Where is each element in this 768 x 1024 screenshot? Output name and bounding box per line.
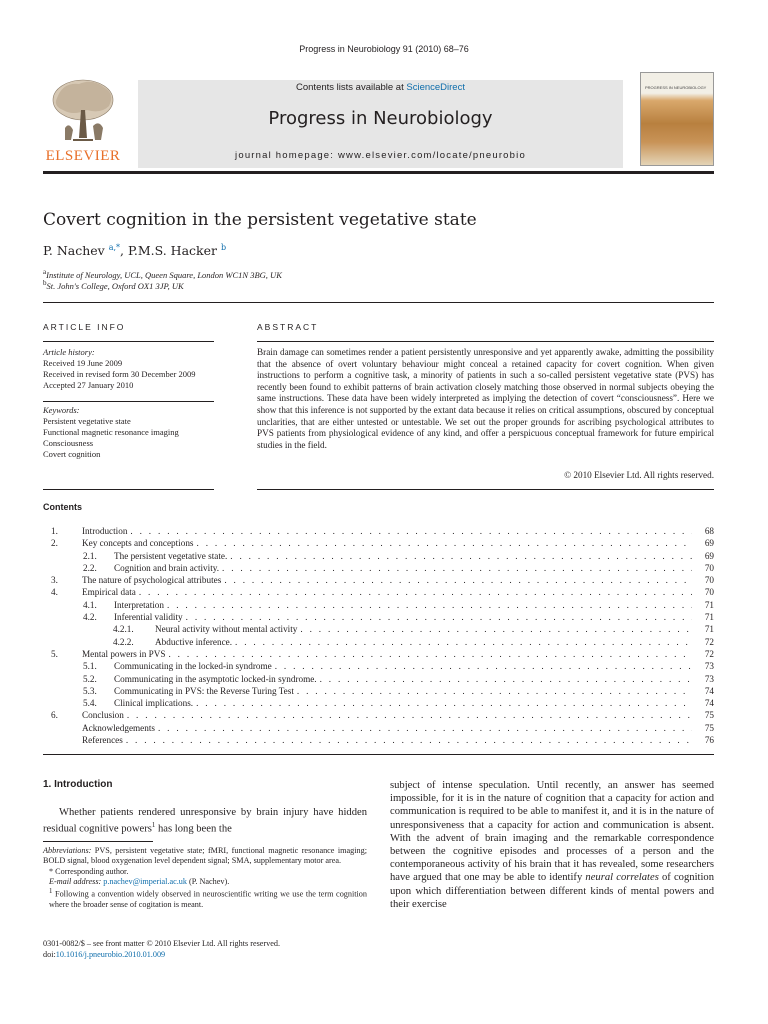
toc-entry-page: 71 bbox=[704, 599, 714, 610]
toc-leader-dots bbox=[196, 698, 692, 708]
doi-line bbox=[43, 949, 280, 960]
contents-availability bbox=[138, 82, 623, 93]
doi-prefix: doi: bbox=[43, 950, 56, 959]
affiliation-b-sup: b bbox=[43, 279, 47, 287]
toc-entry-title: References bbox=[82, 735, 123, 746]
toc-entry-page: 68 bbox=[704, 526, 714, 536]
toc-leader-dots bbox=[230, 551, 692, 561]
toc-entry-page: 75 bbox=[704, 722, 714, 733]
toc-entry-title: Inferential validity bbox=[114, 612, 183, 623]
toc-entry-number: 5.4. bbox=[83, 698, 97, 709]
author-hacker-affil[interactable]: b bbox=[220, 243, 227, 252]
abstract-bottom-rule bbox=[257, 489, 714, 490]
toc-entry-number: 4.1. bbox=[83, 599, 97, 610]
issn-line: 0301-0082/$ – see front matter © 2010 Elsevier Ltd. All rights reserved. bbox=[43, 939, 281, 948]
toc-entry-title: Communicating in the locked-in syndrome bbox=[114, 661, 272, 672]
history-heading: Article history: bbox=[43, 347, 95, 357]
author-nachev-affil[interactable]: a,* bbox=[108, 243, 121, 252]
footnote-rule bbox=[43, 841, 153, 842]
history-rule bbox=[43, 401, 214, 402]
toc-entry[interactable] bbox=[43, 735, 714, 747]
journal-cover-image bbox=[640, 72, 714, 166]
history-received: Received 19 June 2009 bbox=[43, 358, 123, 368]
keyword: Covert cognition bbox=[43, 449, 101, 459]
toc-entry-title: Conclusion bbox=[82, 710, 124, 721]
journal-banner bbox=[138, 80, 623, 168]
toc-entry-page: 71 bbox=[704, 624, 714, 635]
toc-entry[interactable] bbox=[43, 526, 714, 538]
journal-title: Progress in Neurobiology bbox=[268, 108, 493, 129]
toc-entry-number: 5.1. bbox=[83, 661, 97, 672]
toc-entry[interactable] bbox=[43, 723, 714, 735]
toc-leader-dots bbox=[126, 735, 692, 745]
toc-entry-number: 1. bbox=[51, 526, 58, 536]
toc-entry[interactable] bbox=[43, 575, 714, 587]
footnote-corresponding: * Corresponding author. bbox=[49, 866, 129, 876]
footnote-1-sup: 1 bbox=[49, 888, 53, 896]
abstract-text: Brain damage can sometimes render a patient persistently unresponsive and yet apparently awake, admitting the possibility that the absence of overt voluntary behaviour might conceal a retained capacity for covert cognition. When given instructions to perform a cognitive task, a minority of patients in such a so-called persistent vegetative state (PVS) has recently been found to exhibit patterns of brain activation closely matching those observed in normal subjects obeying the same instructions. These data have been widely interpreted as implying the detection of covert “consciousness”. Here we show that this inference is not supported by the extant data because it relies on critical assumptions, obscured by conceptual unclarities, that are either untested or untestable. We set out the proper grounds for ascribing psychological attributes to PVS patients from physiological evidence of any kind, and offer a perspicuous conceptual framework for future empirical studies in the field. bbox=[257, 347, 714, 450]
intro-right-text: subject of intense speculation. Until recently, an answer has seemed impossible, for it is in the nature of cognition that a capacity for action and communication is required to be able to manifest it, and it is in the nature of unresponsiveness that a capacity for action and communication is absent. With the advent of brain imaging and the remarkable correspondence between the cognitive episodes and processes of a person and the contemporaneous activity of his brain that it has revealed, some researchers have argued that one may be able to identify bbox=[390, 780, 714, 884]
footnote-ref-1[interactable]: 1 bbox=[151, 821, 156, 830]
toc-entry[interactable] bbox=[43, 587, 714, 599]
sciencedirect-link[interactable]: ScienceDirect bbox=[406, 82, 465, 93]
toc-entry[interactable] bbox=[43, 612, 714, 624]
toc-entry[interactable] bbox=[43, 686, 714, 698]
contents-prefix: Contents lists available at bbox=[296, 82, 407, 93]
email-suffix: (P. Nachev). bbox=[186, 876, 230, 886]
toc-entry-page: 73 bbox=[704, 673, 714, 684]
toc-entry-page: 70 bbox=[704, 575, 714, 586]
footnote-1-text: Following a convention widely observed in neuroscientific writing we use the term cognition where the broader sense of cogitation is meant. bbox=[49, 889, 367, 910]
toc-entry-number: 5. bbox=[51, 648, 58, 659]
toc-entry-title: Empirical data bbox=[82, 587, 136, 598]
toc-entry-number: 5.3. bbox=[83, 685, 97, 696]
toc-entry-page: 70 bbox=[704, 562, 714, 573]
toc-entry-page: 70 bbox=[704, 587, 714, 598]
toc-entry[interactable] bbox=[43, 710, 714, 722]
footnote-email bbox=[43, 877, 367, 887]
intro-right-text-end: of cognition upon which differentiation between different kinds of mental powers and their exercise bbox=[390, 872, 714, 910]
intro-text-start: Whether patients rendered unresponsive by brain injury have hidden residual cognitive powers bbox=[43, 807, 367, 835]
intro-paragraph-right bbox=[390, 779, 714, 911]
toc-entry-page: 69 bbox=[704, 538, 714, 549]
section-heading-introduction: 1. Introduction bbox=[43, 779, 113, 790]
toc-entry[interactable] bbox=[43, 624, 714, 636]
abbrev-label: Abbreviations: bbox=[43, 846, 92, 855]
toc-entry[interactable] bbox=[43, 538, 714, 550]
toc-entry-title: Acknowledgements bbox=[82, 722, 155, 733]
toc-entry-number: 2.1. bbox=[83, 550, 97, 561]
footnote-abbreviations bbox=[43, 846, 367, 867]
running-head: Progress in Neurobiology 91 (2010) 68–76 bbox=[299, 44, 469, 54]
toc-entry[interactable] bbox=[43, 551, 714, 563]
toc-entry-number: 4. bbox=[51, 587, 58, 598]
toc-entry-title: Introduction bbox=[82, 526, 128, 536]
title-rule bbox=[43, 302, 714, 303]
intro-text-end: has long been the bbox=[155, 823, 232, 835]
keyword: Functional magnetic resonance imaging bbox=[43, 427, 179, 437]
contents-title: Contents bbox=[43, 502, 82, 512]
toc-entry-number: 4.2. bbox=[83, 612, 97, 623]
toc-entry-number: 2.2. bbox=[83, 562, 97, 573]
toc-entry[interactable] bbox=[43, 661, 714, 673]
toc-entry-title: Communicating in the asymptotic locked-in syndrome. bbox=[114, 673, 317, 684]
toc-entry-title: The persistent vegetative state. bbox=[114, 550, 228, 561]
email-label: E-mail address: bbox=[49, 876, 102, 886]
toc-entry-title: Neural activity without mental activity bbox=[155, 624, 298, 635]
footnotes bbox=[43, 846, 367, 911]
toc-entry-number: 5.2. bbox=[83, 673, 97, 684]
toc-entry[interactable] bbox=[43, 600, 714, 612]
article-info-label: ARTICLE INFO bbox=[43, 322, 126, 332]
article-title: Covert cognition in the persistent vegetative state bbox=[43, 210, 477, 230]
affiliation-a-sup: a bbox=[43, 268, 47, 276]
journal-homepage[interactable]: journal homepage: www.elsevier.com/locate/pneurobio bbox=[235, 150, 526, 161]
contents-rule bbox=[43, 754, 714, 755]
abbrev-text: PVS, persistent vegetative state; fMRI, functional magnetic resonance imaging; BOLD signal, blood oxygenation level dependent signal; SMA, supplementary motor area. bbox=[43, 846, 367, 866]
author-hacker: P.M.S. Hacker bbox=[127, 243, 217, 259]
toc-entry-title: Interpretation bbox=[114, 599, 164, 610]
toc-entry-page: 74 bbox=[704, 685, 714, 696]
history-accepted: Accepted 27 January 2010 bbox=[43, 380, 134, 390]
toc-entry-page: 73 bbox=[704, 661, 714, 672]
abstract-copyright: © 2010 Elsevier Ltd. All rights reserved. bbox=[564, 470, 714, 480]
abstract-rule bbox=[257, 341, 714, 342]
toc-entry-page: 72 bbox=[704, 636, 714, 647]
toc-entry[interactable] bbox=[43, 649, 714, 661]
keywords bbox=[43, 405, 179, 460]
toc-entry-number: 4.2.1. bbox=[113, 624, 134, 635]
doi-link[interactable]: 10.1016/j.pneurobio.2010.01.009 bbox=[55, 950, 166, 959]
toc-entry-page: 72 bbox=[704, 648, 714, 659]
toc-entry-page: 69 bbox=[704, 550, 714, 561]
toc-entry-number: 3. bbox=[51, 575, 58, 586]
toc-entry-number: 2. bbox=[51, 538, 58, 549]
toc-entry-page: 76 bbox=[704, 735, 714, 746]
email-link[interactable]: p.nachev@imperial.ac.uk bbox=[103, 876, 187, 886]
toc-entry[interactable] bbox=[43, 674, 714, 686]
toc-entry-title: Abductive inference. bbox=[155, 636, 233, 647]
toc-leader-dots bbox=[158, 723, 692, 733]
toc-leader-dots bbox=[320, 674, 692, 684]
history-revised: Received in revised form 30 December 2009 bbox=[43, 369, 196, 379]
toc-entry-title: Mental powers in PVS bbox=[82, 648, 166, 659]
toc-leader-dots bbox=[224, 575, 692, 585]
affiliation-a-text: Institute of Neurology, UCL, Queen Square, London WC1N 3BG, UK bbox=[46, 269, 282, 280]
toc-leader-dots bbox=[197, 538, 693, 548]
toc-leader-dots bbox=[130, 526, 692, 536]
toc-leader-dots bbox=[186, 612, 692, 622]
toc-leader-dots bbox=[127, 710, 692, 720]
front-matter bbox=[43, 938, 280, 960]
keyword: Consciousness bbox=[43, 438, 94, 448]
affiliation-b bbox=[43, 279, 184, 291]
toc-entry-title: The nature of psychological attributes bbox=[82, 575, 222, 586]
author-separator: , bbox=[120, 243, 128, 259]
toc-entry[interactable] bbox=[43, 698, 714, 710]
toc-leader-dots bbox=[222, 563, 692, 573]
authors bbox=[43, 243, 226, 258]
cover-label: PROGRESS IN NEUROBIOLOGY bbox=[645, 85, 707, 90]
toc-entry[interactable] bbox=[43, 637, 714, 649]
toc-entry-number: 4.2.2. bbox=[113, 636, 134, 647]
toc-entry-page: 74 bbox=[704, 698, 714, 709]
table-of-contents bbox=[43, 526, 714, 747]
header-rule bbox=[43, 171, 714, 174]
abstract-label: ABSTRACT bbox=[257, 322, 319, 332]
keyword: Persistent vegetative state bbox=[43, 416, 131, 426]
author-nachev: P. Nachev bbox=[43, 243, 105, 259]
toc-leader-dots bbox=[167, 600, 692, 610]
journal-header bbox=[43, 72, 714, 170]
affiliation-b-text: St. John's College, Oxford OX1 3JP, UK bbox=[46, 280, 184, 291]
toc-entry-title: Clinical implications. bbox=[114, 698, 194, 709]
footnote-1 bbox=[43, 887, 367, 910]
toc-leader-dots bbox=[300, 624, 692, 634]
toc-entry-title: Key concepts and conceptions bbox=[82, 538, 194, 549]
toc-entry-title: Communicating in PVS: the Reverse Turing Test bbox=[114, 685, 294, 696]
article-history bbox=[43, 347, 195, 391]
toc-entry-page: 75 bbox=[704, 710, 714, 721]
toc-entry-number: 6. bbox=[51, 710, 58, 721]
elsevier-wordmark: ELSEVIER bbox=[45, 148, 121, 164]
toc-entry-page: 71 bbox=[704, 612, 714, 623]
toc-entry-title: Cognition and brain activity. bbox=[114, 562, 220, 573]
intro-right-italic: neural correlates bbox=[585, 872, 659, 884]
toc-leader-dots bbox=[139, 587, 692, 597]
keywords-heading: Keywords: bbox=[43, 405, 80, 415]
toc-leader-dots bbox=[235, 637, 692, 647]
article-info-rule bbox=[43, 341, 214, 342]
toc-leader-dots bbox=[297, 686, 692, 696]
intro-paragraph-left bbox=[43, 806, 367, 836]
info-bottom-rule bbox=[43, 489, 214, 490]
toc-entry[interactable] bbox=[43, 563, 714, 575]
toc-leader-dots bbox=[168, 649, 692, 659]
toc-leader-dots bbox=[275, 661, 692, 671]
